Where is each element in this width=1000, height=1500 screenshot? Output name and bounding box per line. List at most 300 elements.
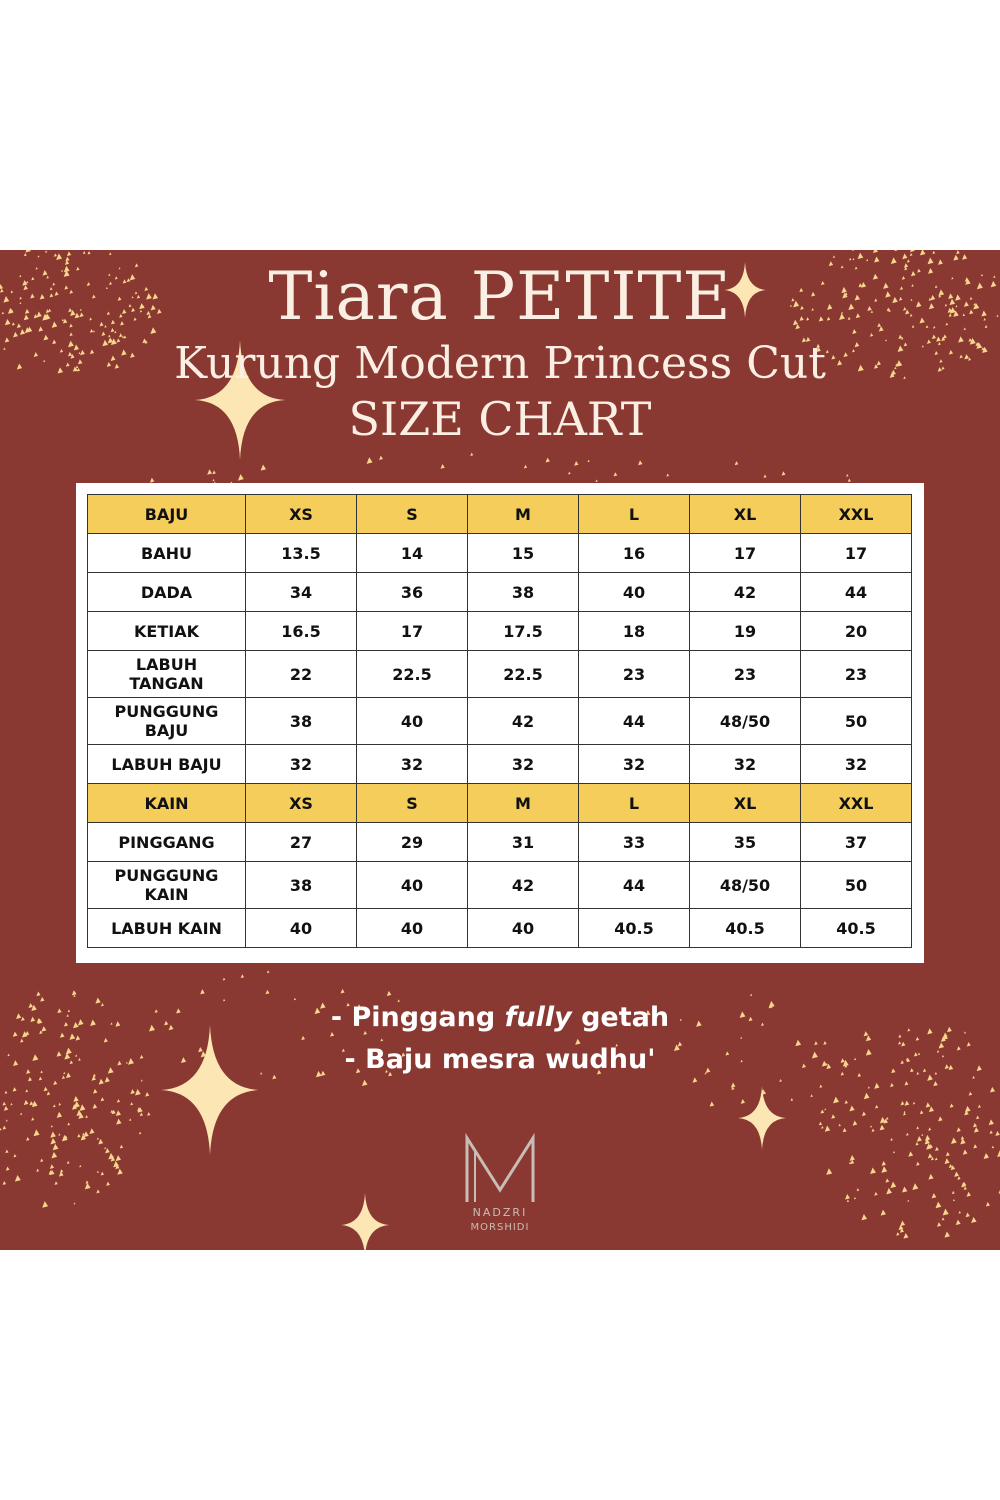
glitter-speck [140, 1113, 143, 1117]
row-label: PINGGANG [88, 823, 246, 862]
table-cell: 32 [690, 745, 801, 784]
glitter-speck [893, 1151, 895, 1153]
glitter-speck [852, 250, 855, 251]
table-cell: 48/50 [690, 698, 801, 745]
glitter-speck [990, 1087, 995, 1093]
glitter-speck [109, 252, 112, 255]
glitter-speck [74, 1202, 76, 1204]
table-row [88, 823, 912, 862]
glitter-speck [845, 1100, 848, 1104]
glitter-speck [120, 1145, 123, 1149]
glitter-speck [907, 1200, 909, 1202]
glitter-speck [956, 1220, 961, 1225]
glitter-speck [117, 1169, 122, 1175]
glitter-speck [905, 1081, 909, 1085]
glitter-speck [3, 1181, 6, 1185]
glitter-speck [587, 460, 589, 462]
glitter-speck [942, 1217, 945, 1220]
glitter-speck [973, 1123, 977, 1128]
glitter-speck [29, 1101, 33, 1105]
glitter-speck [10, 1103, 12, 1105]
glitter-speck [910, 253, 913, 256]
header-cell: XS [246, 784, 357, 823]
glitter-speck [916, 1162, 920, 1166]
glitter-speck [241, 974, 244, 978]
glitter-speck [47, 1091, 51, 1095]
table-cell: 44 [801, 573, 912, 612]
glitter-speck [67, 1161, 70, 1164]
glitter-speck [546, 458, 550, 463]
glitter-speck [946, 1152, 950, 1156]
glitter-speck [261, 465, 266, 471]
header-cell: L [579, 495, 690, 534]
glitter-speck [824, 1108, 826, 1110]
glitter-speck [42, 1201, 48, 1208]
table-cell: 38 [246, 862, 357, 909]
table-row [88, 698, 912, 745]
note-waist-suffix: getah [571, 1002, 670, 1033]
table-cell: 32 [357, 745, 468, 784]
header-cell: KAIN [88, 784, 246, 823]
glitter-speck [849, 1105, 854, 1111]
row-label: DADA [88, 573, 246, 612]
glitter-speck [881, 1166, 887, 1173]
glitter-speck [885, 1178, 889, 1182]
glitter-speck [614, 472, 618, 476]
table-cell: 40 [246, 909, 357, 948]
glitter-speck [238, 474, 244, 481]
baju-header-row [88, 495, 912, 534]
glitter-speck [86, 1180, 89, 1183]
glitter-speck [731, 1083, 736, 1088]
glitter-speck [139, 1132, 141, 1135]
glitter-speck [387, 991, 392, 996]
glitter-speck [875, 1105, 878, 1109]
glitter-speck [77, 1134, 80, 1138]
glitter-speck [764, 474, 767, 477]
note-waist-emphasis: fully [504, 1002, 572, 1033]
table-cell: 22.5 [468, 651, 579, 698]
row-label: LABUH KAIN [88, 909, 246, 948]
glitter-speck [470, 453, 473, 456]
glitter-speck [872, 1128, 875, 1131]
glitter-speck [53, 1144, 59, 1151]
glitter-speck [51, 1152, 57, 1158]
glitter-speck [929, 1106, 934, 1112]
glitter-speck [200, 989, 205, 994]
brand-monogram-icon [455, 1130, 545, 1210]
glitter-speck [5, 1149, 8, 1153]
glitter-speck [904, 1111, 906, 1113]
glitter-speck [881, 1210, 886, 1216]
glitter-speck [101, 1172, 104, 1176]
glitter-speck [971, 1217, 976, 1223]
table-cell: 29 [357, 823, 468, 862]
glitter-speck [130, 1102, 133, 1105]
glitter-speck [990, 1130, 993, 1134]
glitter-speck [13, 1154, 16, 1157]
glitter-speck [6, 1167, 10, 1171]
glitter-speck [25, 1089, 28, 1092]
glitter-speck [98, 1139, 103, 1145]
table-cell: 23 [690, 651, 801, 698]
brand-name-line1: NADZRI [472, 1206, 528, 1219]
glitter-speck [150, 478, 154, 483]
header-cell: XS [246, 495, 357, 534]
glitter-speck [50, 1131, 56, 1137]
glitter-speck [890, 1138, 893, 1141]
header-cell: BAJU [88, 495, 246, 534]
table-cell: 40 [357, 862, 468, 909]
glitter-speck [67, 1122, 70, 1125]
glitter-speck [83, 251, 86, 254]
glitter-speck [82, 1133, 84, 1136]
glitter-speck [267, 970, 270, 973]
table-cell: 35 [690, 823, 801, 862]
table-cell: 14 [357, 534, 468, 573]
table-cell: 17.5 [468, 612, 579, 651]
header-cell: XL [690, 495, 801, 534]
glitter-speck [341, 989, 345, 994]
glitter-speck [861, 1214, 867, 1220]
glitter-speck [55, 1181, 58, 1185]
glitter-speck [954, 1171, 959, 1176]
header-cell: M [468, 784, 579, 823]
glitter-speck [965, 1106, 971, 1112]
glitter-speck [15, 1175, 21, 1182]
glitter-speck [959, 1211, 961, 1214]
glitter-speck [6, 1119, 8, 1121]
glitter-speck [34, 1129, 40, 1136]
glitter-speck [896, 1232, 899, 1236]
glitter-speck [976, 1116, 979, 1120]
table-cell: 17 [690, 534, 801, 573]
glitter-speck [903, 1233, 908, 1239]
size-table-card [76, 483, 924, 963]
table-cell: 40 [468, 909, 579, 948]
glitter-speck [944, 1158, 949, 1164]
table-cell: 16.5 [246, 612, 357, 651]
glitter-speck [926, 1102, 931, 1107]
row-label: LABUH TANGAN [88, 651, 246, 698]
table-cell: 50 [801, 698, 912, 745]
glitter-speck [901, 1101, 905, 1105]
table-row [88, 534, 912, 573]
table-cell: 33 [579, 823, 690, 862]
glitter-speck [936, 1202, 942, 1209]
header-cell: S [357, 495, 468, 534]
glitter-speck [868, 1086, 870, 1088]
glitter-speck [910, 250, 915, 252]
glitter-speck [735, 461, 739, 465]
size-chart-panel [0, 250, 1000, 1250]
glitter-speck [843, 1128, 847, 1132]
glitter-speck [854, 1197, 856, 1199]
glitter-speck [26, 1137, 29, 1141]
glitter-speck [223, 978, 226, 981]
glitter-speck [882, 1161, 886, 1166]
table-cell: 19 [690, 612, 801, 651]
glitter-speck [890, 1083, 894, 1087]
glitter-speck [937, 1222, 941, 1227]
glitter-speck [97, 1171, 99, 1173]
glitter-speck [847, 1200, 849, 1203]
product-subtitle: Kurung Modern Princess Cut [174, 338, 826, 389]
glitter-speck [944, 1231, 950, 1237]
glitter-speck [886, 1188, 892, 1194]
glitter-speck [848, 478, 851, 481]
glitter-speck [97, 1137, 99, 1139]
glitter-speck [839, 1124, 841, 1127]
table-cell: 44 [579, 862, 690, 909]
brand-name-line2: MORSHIDI [470, 1222, 530, 1233]
glitter-speck [207, 469, 212, 474]
glitter-speck [917, 1136, 922, 1142]
row-label: PUNGGUNG BAJU [88, 698, 246, 745]
note-waist-prefix: - Pinggang [330, 1002, 505, 1033]
glitter-speck [50, 1164, 54, 1169]
glitter-speck [920, 250, 926, 255]
glitter-speck [978, 1105, 981, 1108]
glitter-speck [50, 1138, 56, 1144]
glitter-speck [989, 1119, 994, 1125]
glitter-speck [524, 465, 527, 469]
glitter-speck [826, 1168, 832, 1175]
glitter-speck [13, 1087, 17, 1091]
table-row [88, 745, 912, 784]
glitter-speck [213, 479, 215, 481]
glitter-speck [710, 1102, 715, 1107]
glitter-speck [898, 1225, 903, 1230]
glitter-speck [833, 1097, 839, 1104]
glitter-speck [873, 250, 878, 253]
glitter-speck [963, 1149, 968, 1154]
glitter-speck [45, 250, 47, 253]
table-cell: 16 [579, 534, 690, 573]
glitter-speck [79, 1104, 85, 1111]
glitter-speck [810, 1094, 813, 1097]
header-cell: S [357, 784, 468, 823]
glitter-speck [595, 479, 597, 482]
glitter-speck [40, 1158, 43, 1162]
table-cell: 36 [357, 573, 468, 612]
glitter-speck [992, 1146, 994, 1149]
glitter-speck [574, 461, 578, 466]
glitter-speck [568, 472, 571, 475]
glitter-speck [886, 1117, 889, 1120]
table-cell: 42 [468, 862, 579, 909]
glitter-speck [845, 1194, 850, 1199]
glitter-speck [53, 1081, 57, 1085]
header-cell: M [468, 495, 579, 534]
table-cell: 44 [579, 698, 690, 745]
glitter-speck [67, 251, 71, 256]
table-row [88, 651, 912, 698]
glitter-speck [825, 1126, 830, 1132]
glitter-speck [864, 1093, 870, 1099]
glitter-speck [36, 991, 40, 996]
glitter-speck [58, 1133, 60, 1135]
glitter-speck [961, 1136, 964, 1140]
row-label: KETIAK [88, 612, 246, 651]
glitter-speck [79, 1165, 81, 1167]
glitter-speck [93, 1104, 97, 1109]
glitter-speck [967, 1192, 971, 1197]
glitter-speck [116, 1110, 121, 1116]
table-cell: 37 [801, 823, 912, 862]
glitter-speck [57, 1112, 62, 1118]
table-cell: 40.5 [690, 909, 801, 948]
table-cell: 31 [468, 823, 579, 862]
table-row [88, 862, 912, 909]
glitter-speck [933, 1081, 937, 1086]
glitter-speck [89, 1128, 94, 1134]
sparkle-star [738, 1086, 786, 1150]
glitter-speck [874, 1192, 877, 1196]
glitter-speck [54, 253, 57, 256]
glitter-speck [831, 1114, 835, 1118]
glitter-speck [870, 1125, 872, 1127]
table-cell: 42 [468, 698, 579, 745]
table-cell: 40 [579, 573, 690, 612]
glitter-speck [84, 1131, 89, 1137]
glitter-speck [928, 1174, 933, 1180]
row-label: PUNGGUNG KAIN [88, 862, 246, 909]
glitter-speck [915, 1142, 918, 1146]
glitter-speck [894, 250, 897, 251]
glitter-speck [969, 1092, 973, 1096]
table-row [88, 612, 912, 651]
glitter-speck [964, 1186, 967, 1190]
kain-header-row [88, 784, 912, 823]
glitter-speck [73, 1096, 78, 1102]
glitter-speck [106, 1182, 110, 1186]
glitter-speck [880, 1125, 885, 1131]
note-wudhu: - Baju mesra wudhu' [344, 1044, 656, 1075]
table-cell: 18 [579, 612, 690, 651]
glitter-speck [956, 250, 960, 254]
glitter-speck [147, 1112, 150, 1116]
glitter-speck [821, 1109, 825, 1113]
header-cell: XXL [801, 784, 912, 823]
glitter-speck [24, 1100, 29, 1105]
glitter-speck [890, 1182, 896, 1188]
glitter-speck [5, 1091, 8, 1094]
table-cell: 40 [357, 698, 468, 745]
glitter-speck [93, 1089, 97, 1094]
table-cell: 23 [801, 651, 912, 698]
table-cell: 27 [246, 823, 357, 862]
glitter-speck [666, 473, 669, 476]
glitter-speck [145, 1092, 149, 1097]
glitter-speck [916, 1126, 919, 1129]
table-cell: 42 [690, 573, 801, 612]
glitter-speck [212, 470, 216, 474]
glitter-speck [379, 456, 383, 460]
glitter-speck [108, 335, 110, 338]
glitter-speck [935, 1147, 939, 1151]
table-cell: 20 [801, 612, 912, 651]
glitter-speck [952, 1191, 955, 1194]
glitter-speck [750, 994, 752, 997]
glitter-speck [58, 1103, 61, 1106]
glitter-speck [96, 1189, 99, 1193]
glitter-speck [25, 250, 31, 253]
glitter-speck [908, 1151, 913, 1156]
glitter-speck [116, 1119, 121, 1125]
glitter-speck [85, 1183, 91, 1189]
glitter-speck [870, 1167, 876, 1174]
glitter-speck [932, 1193, 937, 1198]
table-cell: 32 [579, 745, 690, 784]
glitter-speck [791, 1098, 794, 1101]
glitter-speck [928, 1127, 931, 1130]
table-cell: 40 [357, 909, 468, 948]
table-cell: 32 [246, 745, 357, 784]
table-row [88, 573, 912, 612]
glitter-speck [913, 1102, 915, 1105]
glitter-speck [846, 474, 848, 477]
glitter-speck [938, 1116, 942, 1121]
table-cell: 13.5 [246, 534, 357, 573]
header-cell: L [579, 784, 690, 823]
glitter-speck [51, 1125, 53, 1127]
glitter-speck [116, 1155, 121, 1161]
glitter-speck [741, 1099, 745, 1104]
table-cell: 23 [579, 651, 690, 698]
glitter-speck [819, 1085, 822, 1088]
table-cell: 17 [801, 534, 912, 573]
glitter-speck [638, 460, 642, 465]
brand-logo [455, 1130, 545, 1240]
glitter-speck [935, 1157, 938, 1160]
glitter-speck [135, 1089, 141, 1095]
glitter-speck [31, 1117, 34, 1120]
glitter-speck [441, 464, 445, 469]
glitter-speck [995, 1131, 999, 1136]
glitter-speck [957, 1176, 960, 1180]
glitter-speck [912, 1183, 918, 1190]
table-row [88, 909, 912, 948]
glitter-speck [821, 1126, 824, 1129]
glitter-speck [53, 1104, 56, 1107]
row-label: LABUH BAJU [88, 745, 246, 784]
table-cell: 32 [801, 745, 912, 784]
glitter-speck [20, 1113, 22, 1116]
glitter-speck [367, 457, 373, 464]
glitter-speck [862, 1111, 866, 1116]
table-cell: 40.5 [801, 909, 912, 948]
table-cell: 38 [246, 698, 357, 745]
glitter-speck [857, 1188, 860, 1191]
chart-heading: SIZE CHART [348, 392, 652, 446]
glitter-speck [819, 1122, 822, 1126]
glitter-speck [3, 1102, 6, 1106]
table-cell: 15 [468, 534, 579, 573]
glitter-speck [60, 1169, 63, 1173]
glitter-speck [973, 1144, 977, 1148]
glitter-speck [101, 1097, 105, 1101]
header-cell: XXL [801, 495, 912, 534]
table-cell: 50 [801, 862, 912, 909]
glitter-speck [920, 1110, 924, 1114]
header-cell: XL [690, 784, 801, 823]
product-title: Tiara PETITE [268, 258, 732, 335]
table-cell: 38 [468, 573, 579, 612]
sparkle-star [341, 1193, 389, 1250]
glitter-speck [957, 1127, 961, 1132]
glitter-speck [951, 1138, 957, 1144]
